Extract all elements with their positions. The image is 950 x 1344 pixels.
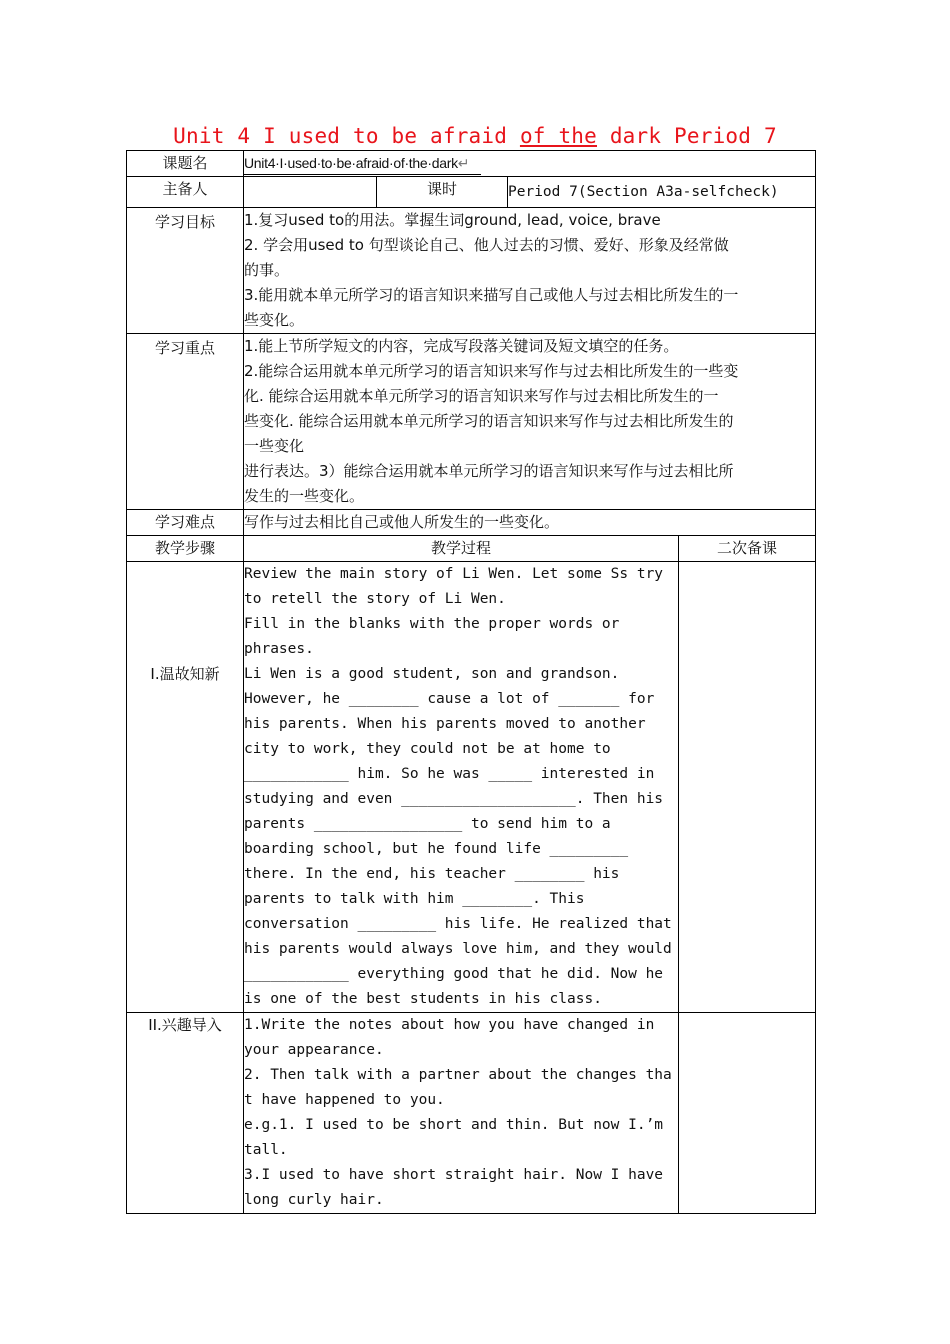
- steps-header-row: [127, 536, 816, 562]
- section-row-review: [127, 562, 816, 1013]
- content-line: your appearance.: [244, 1042, 384, 1058]
- content-line: ____________ him. So he was _____ interested in: [244, 766, 655, 782]
- content-line: parents _________________ to send him to a: [244, 816, 611, 832]
- content-line: However, he ________ cause a lot of _______ for: [244, 691, 655, 707]
- content-line: there. In the end, his teacher ________ his: [244, 866, 620, 882]
- content-line: t have happened to you.: [244, 1092, 445, 1108]
- section-notes-review: [679, 562, 816, 1013]
- key-points-label: 学习重点: [127, 334, 244, 510]
- secondary-header: 二次备课: [679, 536, 816, 562]
- key-point-line: 进行表达。3）能综合运用就本单元所学习的语言知识来写作与过去相比所: [244, 462, 734, 480]
- section-label-interest: II.兴趣导入: [127, 1013, 244, 1214]
- content-line: his parents. When his parents moved to another: [244, 716, 646, 732]
- content-line: 3.I used to have short straight hair. Now I have: [244, 1167, 664, 1183]
- content-line: is one of the best students in his class.: [244, 991, 602, 1007]
- key-point-line: 2.能综合运用就本单元所学习的语言知识来写作与过去相比所发生的一些变: [244, 362, 739, 380]
- title-prefix: Unit 4 I used to be afraid: [173, 124, 520, 148]
- content-line: phrases.: [244, 641, 314, 657]
- section-row-interest: [127, 1013, 816, 1214]
- title-suffix: dark Period 7: [597, 124, 777, 148]
- content-line: tall.: [244, 1142, 288, 1158]
- content-line: Review the main story of Li Wen. Let some Ss try: [244, 566, 664, 582]
- content-line: studying and even ____________________. Then his: [244, 791, 664, 807]
- title-underlined: of the: [519, 124, 597, 148]
- difficulty-row: [127, 510, 816, 536]
- section-content-review: [244, 562, 679, 1013]
- process-header: 教学过程: [244, 536, 679, 562]
- preparer-row: [127, 177, 816, 208]
- difficulty-label: 学习难点: [127, 510, 244, 536]
- objectives-label: 学习目标: [127, 208, 244, 334]
- period-label: 课时: [377, 177, 508, 208]
- return-mark: ↵: [457, 155, 470, 171]
- preparer-label: 主备人: [127, 177, 244, 208]
- key-point-line: 化. 能综合运用就本单元所学习的语言知识来写作与过去相比所发生的一: [244, 387, 719, 405]
- objective-line: 的事。: [244, 261, 290, 279]
- key-point-line: 些变化. 能综合运用就本单元所学习的语言知识来写作与过去相比所发生的: [244, 412, 734, 430]
- content-line: Fill in the blanks with the proper words or: [244, 616, 620, 632]
- content-line: city to work, they could not be at home to: [244, 741, 611, 757]
- topic-row: [127, 151, 816, 177]
- key-point-line: 发生的一些变化。: [244, 487, 365, 505]
- section-content-interest: [244, 1013, 679, 1214]
- content-line: 2. Then talk with a partner about the changes tha: [244, 1067, 672, 1083]
- objectives-cell: [244, 208, 816, 334]
- objective-line: 3.能用就本单元所学习的语言知识来描写自己或他人与过去相比所发生的一: [244, 286, 739, 304]
- key-point-line: 一些变化: [244, 437, 305, 455]
- objective-line: 1.复习used to的用法。掌握生词ground, lead, voice, brave: [244, 211, 661, 229]
- period-value: Period 7(Section A3a-selfcheck): [508, 177, 816, 208]
- key-point-line: 1.能上节所学短文的内容，完成写段落关键词及短文填空的任务。: [244, 337, 679, 355]
- content-line: his parents would always love him, and they would: [244, 941, 672, 957]
- content-line: long curly hair.: [244, 1192, 384, 1208]
- objective-line: 些变化。: [244, 311, 305, 329]
- key-points-row: [127, 334, 816, 510]
- topic-label: 课题名: [127, 151, 244, 177]
- objective-line: 2. 学会用used to 句型谈论自己、他人过去的习惯、爱好、形象及经常做: [244, 236, 729, 254]
- content-line: Li Wen is a good student, son and grandson.: [244, 666, 620, 682]
- section-notes-interest: [679, 1013, 816, 1214]
- difficulty-value: 写作与过去相比自己或他人所发生的一些变化。: [244, 510, 816, 536]
- key-points-cell: [244, 334, 816, 510]
- content-line: ____________ everything good that he did. Now he: [244, 966, 664, 982]
- content-line: parents to talk with him ________. This: [244, 891, 585, 907]
- content-line: e.g.1. I used to be short and thin. But now I.’m: [244, 1117, 664, 1133]
- content-line: conversation _________ his life. He realized that: [244, 916, 672, 932]
- preparer-value: [244, 177, 377, 208]
- section-label-review: I.温故知新: [127, 562, 244, 1013]
- lesson-plan-table: [126, 150, 816, 1214]
- topic-value: Unit4·I·used·to·be·afraid·of·the·dark↵: [244, 152, 481, 175]
- topic-value-cell: [244, 151, 816, 177]
- content-line: boarding school, but he found life _________: [244, 841, 629, 857]
- content-line: 1.Write the notes about how you have changed in: [244, 1017, 655, 1033]
- objectives-row: [127, 208, 816, 334]
- steps-header: 教学步骤: [127, 536, 244, 562]
- content-line: to retell the story of Li Wen.: [244, 591, 506, 607]
- document-title: [0, 124, 950, 148]
